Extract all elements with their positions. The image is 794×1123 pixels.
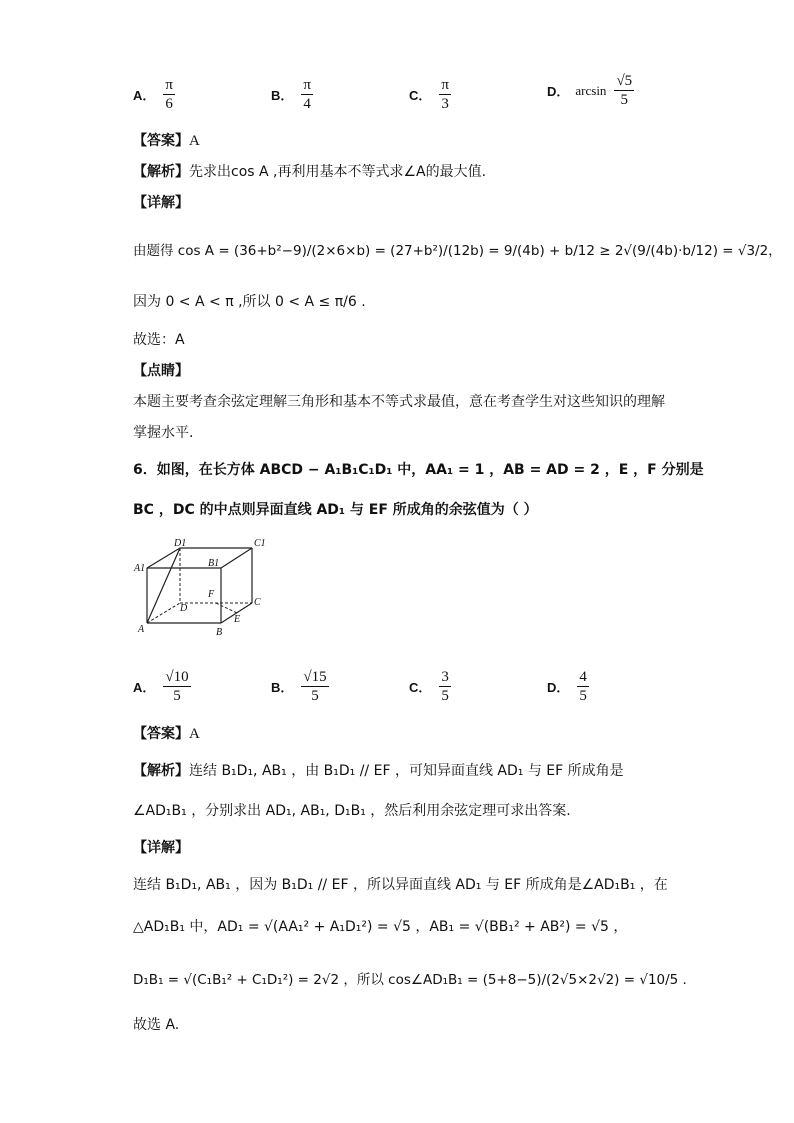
q5-detail-line-1: 由题得 cos A = (36+b²−9)/(2×6×b) = (27+b²)/(12b) = 9/(4b) + b/12 ≥ 2√(9/(4b)·b/12) = √3/2，: [133, 243, 782, 259]
option-fraction: $\frac{3}{5}$: [441, 669, 449, 704]
label-e: E: [234, 614, 241, 625]
label-a: A: [138, 624, 145, 635]
q6-option-d[interactable]: [547, 668, 591, 705]
q5-option-c[interactable]: [409, 76, 453, 113]
q6-analysis-line-2: ∠AD₁B₁ ，分别求出 AD₁, AB₁, D₁B₁ ，然后利用余弦定理可求出答案.: [133, 803, 571, 819]
label-c: C: [254, 597, 261, 608]
option-letter: D．: [547, 680, 570, 695]
q5-option-b[interactable]: [271, 76, 315, 113]
label-a1: A1: [134, 563, 146, 574]
q6-detail-line-2: △AD₁B₁ 中，AD₁ = √(AA₁² + A₁D₁²) = √5 ，AB₁ = √(BB₁² + AB²) = √5 ，: [133, 919, 628, 935]
option-letter: B．: [271, 680, 294, 695]
label-c1: C1: [254, 538, 266, 549]
option-letter: C．: [409, 88, 432, 103]
q5-option-a[interactable]: [133, 76, 177, 113]
q5-analysis: 【解析】先求出cos A ,再利用基本不等式求∠A的最大值.: [133, 164, 487, 180]
q5-option-d[interactable]: [547, 72, 636, 109]
q5-comment-line-1: 本题主要考查余弦定理解三角形和基本不等式求最值，意在考查学生对这些知识的理解: [133, 394, 665, 410]
edge-b1-c1: [221, 548, 252, 568]
option-letter: A．: [133, 88, 156, 103]
q6-detail-line-3: D₁B₁ = √(C₁B₁² + C₁D₁²) = 2√2 ，所以 cos∠AD₁B₁ = (5+8−5)/(2√5×2√2) = √10/5 .: [133, 972, 687, 988]
option-fraction: $\frac{√15}{5}$: [303, 669, 327, 704]
label-f: F: [208, 589, 215, 600]
q6-stem-line-1: 6．如图，在长方体 ABCD − A₁B₁C₁D₁ 中，AA₁ = 1 ，AB = AD = 2 ，E ，F 分别是: [133, 462, 704, 478]
option-letter: C．: [409, 680, 432, 695]
label-d: D: [180, 603, 188, 614]
option-letter: D．: [547, 84, 570, 99]
q6-stem-line-2: BC ，DC 的中点则异面直线 AD₁ 与 EF 所成角的余弦值为（ ）: [133, 502, 538, 518]
q6-option-b[interactable]: [271, 668, 331, 705]
q6-choose: 故选 A.: [133, 1017, 180, 1033]
q5-choose: 故选：A: [133, 332, 185, 348]
option-fraction: $\frac{\pi}{6}$: [165, 77, 173, 112]
option-letter: A．: [133, 680, 156, 695]
hidden-segment-ef: [216, 603, 237, 613]
option-letter: B．: [271, 88, 294, 103]
option-fraction: $\frac{√5}{5}$: [616, 73, 633, 108]
q5-comment-line-2: 掌握水平.: [133, 425, 194, 441]
q6-detail-line-1: 连结 B₁D₁, AB₁ ，因为 B₁D₁ // EF ，所以异面直线 AD₁ 与 EF 所成角是∠AD₁B₁ ，在: [133, 877, 668, 893]
q6-option-c[interactable]: [409, 668, 453, 705]
option-fraction: $\frac{\pi}{4}$: [303, 77, 311, 112]
q6-analysis-line-1: 【解析】连结 B₁D₁, AB₁ ，由 B₁D₁ // EF ，可知异面直线 AD₁ 与 EF 所成角是: [133, 763, 624, 779]
q5-comment-heading: 【点睛】: [133, 363, 189, 379]
option-fraction: $\frac{4}{5}$: [579, 669, 587, 704]
option-fraction: $\frac{√10}{5}$: [165, 669, 189, 704]
q6-option-a[interactable]: [133, 668, 193, 705]
q5-detail-heading: 【详解】: [133, 195, 189, 211]
q5-answer: 【答案】A: [133, 133, 200, 149]
label-b1: B1: [208, 558, 220, 569]
label-d1: D1: [174, 538, 187, 549]
segment-ad1: [147, 548, 180, 623]
option-prefix: arcsin: [575, 82, 607, 98]
option-fraction: $\frac{\pi}{3}$: [441, 77, 449, 112]
q6-detail-heading: 【详解】: [133, 840, 189, 856]
q5-detail-line-2: 因为 0 < A < π ,所以 0 < A ≤ π/6 .: [133, 294, 366, 310]
q6-answer: 【答案】A: [133, 726, 200, 742]
cuboid-figure: [130, 538, 270, 638]
label-b: B: [216, 627, 223, 638]
